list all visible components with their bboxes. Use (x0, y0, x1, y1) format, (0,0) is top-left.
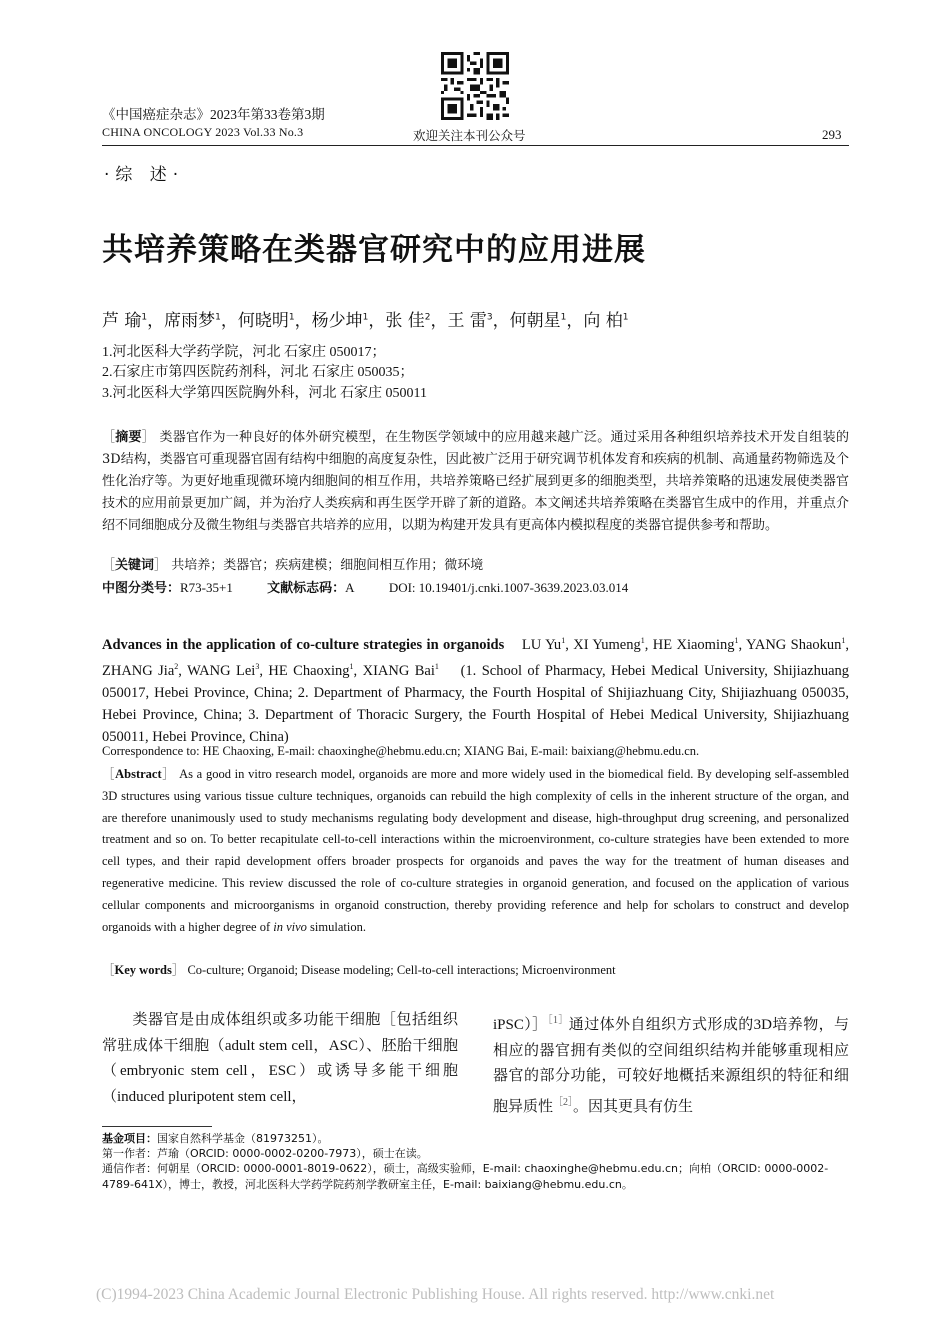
qr-code-icon (441, 52, 509, 120)
body-column-right: iPSC）］$^{[1]}$通过体外自组织方式形成的3D培养物，与相应的器官拥有类似的空间组织结构并能够重现相应器官的部分功能，可较好地概括来源组织的特征和细胞异质性$^{[2]}$。因其更具有仿生 (493, 1015, 850, 1115)
keywords-cn-label: 关键词 (115, 558, 155, 573)
footnote-divider (102, 1126, 212, 1127)
keywords-cn-text: 共培养；类器官；疾病建模；细胞间相互作用；微环境 (171, 558, 484, 573)
english-author: HE Xiaoming (652, 636, 735, 653)
classification-line: 中图分类号：R73-35+1 文献标志码：A DOI: 10.19401/j.cnki.1007-3639.2023.03.014 (102, 580, 629, 596)
abstract-cn: ［摘要］ 类器官作为一种良好的体外研究模型，在生物医学领域中的应用越来越广泛。通过采用各种组织培养技术开发自组装的3D结构，类器官可重现器官固有结构中细胞的高度复杂性，因此被广泛用于研究调节机体发育和疾病的机制、高通量药物筛选及个性化治疗等。为更好地重现微环境内细胞间的相互作用，共培养策略已经扩展到更多的细胞类型，共培养策略的迅速发展使类器官技术的应用前景更加广阔，并为治疗人类疾病和再生医学开辟了新的道路。本文阐述共培养策略在类器官生成中的作用，并重点介绍不同细胞成分及微生物组与类器官共培养的应用，以期为构建开发具有更高体内模拟程度的类器官提供参考和帮助。 (102, 430, 849, 533)
author: 向 柏$^1$ (583, 311, 629, 331)
article-title: 共培养策略在类器官研究中的应用进展 (102, 232, 646, 268)
section-label: ·综 述· (104, 165, 185, 185)
abstract-en: ［Abstract］ As a good in vitro research model, organoids are more and more widely used in the biomedical field. By developing self-assembled 3D structures using various tissue culture techniques, organoids can rebuild the high complexity of cells in the inherent structure of the organ, and are therefore unanimously used to study mechanisms regulating body development and disease, high-throughput drug screening, and personalized treatment and so on. To better recapitulate cell-to-cell interactions within the microenvironment, co-culture strategies have been extended to more cell types, and their rapid development offers broader prospects for organoids and paves the way for the treatment of human diseases and regenerative medicine. This review discussed the role of co-culture strategies in organoid generation, and focused on the application of various cellular components and microorganisms in organoid construction, thereby providing reference and help for scholars to construct and develop organoids with a higher degree of in vivo simulation. (102, 767, 849, 934)
author: 张 佳$^2$ (385, 311, 431, 331)
footnote-first-author: 第一作者：芦瑜（ORCID: 0000-0002-0200-7973），硕士在读。 (102, 1147, 428, 1160)
header-divider (102, 145, 849, 146)
author: 芦 瑜$^1$ (102, 311, 148, 331)
keywords-cn: ［关键词］ 共培养；类器官；疾病建模；细胞间相互作用；微环境 (102, 558, 484, 573)
journal-name-cn: 《中国癌症杂志》2023年第33卷第3期 (102, 107, 325, 122)
english-author: LU Yu (521, 636, 562, 653)
english-author: HE Chaoxing (268, 662, 350, 679)
body-paragraph: 类器官是由成体组织或多功能干细胞［包括组织常驻成体干细胞（adult stem cell，ASC）、胚胎干细胞（embryonic stem cell，ESC）或诱导多能干细胞（induced pluripotent stem cell， (102, 1012, 458, 1105)
author: 何朝星$^1$ (509, 311, 567, 331)
english-author: WANG Lei (187, 662, 256, 679)
page-number: 293 (822, 127, 842, 142)
affiliation: 3.河北医科大学第四医院胸外科，河北 石家庄 050011 (102, 386, 427, 401)
abstract-en-text: As a good in vitro research model, organoids are more and more widely used in the biomedical field. By developing self-assembled 3D structures using various tissue culture techniques, organoids can rebuild the high complexity of cells in the inherent structure of the organ, and are therefore unanimously used to study mechanisms regulating body development and disease, high-throughput drug screening, and personalized treatment and so on. To better recapitulate cell-to-cell interactions within the microenvironment, co-culture strategies have been extended to more cell types, and their rapid development offers broader prospects for organoids and paves the way for the treatment of human diseases and regenerative medicine. This review discussed the role of co-culture strategies in organoid generation, and focused on the application of various cellular components and microorganisms in organoid construction, thereby providing reference and help for scholars to construct and develop organoids with a higher degree of (102, 767, 849, 934)
keywords-en: ［Key words］ Co-culture; Organoid; Disease modeling; Cell-to-cell interactions; Microenvironment (102, 963, 616, 977)
keywords-en-label: Key words (114, 963, 172, 977)
english-author: XIANG Bai (362, 662, 435, 679)
affiliation: 2.石家庄市第四医院药剂科，河北 石家庄 050035； (102, 365, 414, 380)
qr-caption: 欢迎关注本刊公众号 (413, 128, 526, 143)
author: 何晓明$^1$ (237, 311, 295, 331)
keywords-en-text: Co-culture; Organoid; Disease modeling; Cell-to-cell interactions; Microenvironment (187, 963, 616, 977)
affiliation: 1.河北医科大学药学院，河北 石家庄 050017； (102, 345, 386, 360)
footnote-fund: 基金项目：国家自然科学基金（81973251）。 (102, 1132, 329, 1145)
english-author: XI Yumeng (573, 636, 641, 653)
author: 席雨梦$^1$ (164, 311, 221, 331)
correspondence: Correspondence to: HE Chaoxing, E-mail: chaoxinghe@hebmu.edu.cn; XIANG Bai, E-mail: baixiang@hebmu.edu.cn. (102, 744, 700, 758)
footnote-correspondent: 通信作者：何朝星（ORCID: 0000-0001-8019-0622），硕士，高级实验师，E-mail: chaoxinghe@hebmu.edu.cn；向柏（ORCID: 0000-0002-4789-641X），博士，教授，河北医科大学药学院药剂学教研室主任，E-mail: baixiang@hebmu.edu.cn。 (102, 1162, 829, 1191)
english-title-block: Advances in the application of co-culture strategies in organoids LU Yu$^1$, XI Yumeng$^1$, HE Xiaoming$^1$, YANG Shaokun$^1$, ZHANG Jia$^2$, WANG Lei$^3$, HE Chaoxing$^1$, XIANG Bai$^1$ (1. School of Pharmacy, Hebei Medical University, Shijiazhuang 050017, Hebei Province, China; 2. Department of Pharmacy, the Fourth Hospital of Shijiazhuang City, Shijiazhuang 050035, Hebei Province, China; 3. Department of Thoracic Surgery, the Fourth Hospital of Hebei Medical University, Shijiazhuang 050011, Hebei Province, China) (102, 636, 850, 745)
citation[interactable]: ［2］ (553, 1096, 574, 1108)
author: 杨少坤$^1$ (311, 311, 369, 331)
copyright-notice: (C)1994-2023 China Academic Journal Electronic Publishing House. All rights reserved. http://www.cnki.net (96, 1286, 775, 1303)
journal-name-en: CHINA ONCOLOGY 2023 Vol.33 No.3 (102, 125, 304, 139)
english-title: Advances in the application of co-culture strategies in organoids (102, 636, 505, 653)
author-list: 芦 瑜$^1$，席雨梦$^1$，何晓明$^1$，杨少坤$^1$，张 佳$^2$，王 雷$^3$，何朝星$^1$，向 柏$^1$ (102, 311, 629, 331)
author: 王 雷$^3$ (447, 311, 493, 331)
abstract-cn-label: 摘要 (115, 430, 142, 445)
body-column-left (102, 1008, 458, 1110)
citation[interactable]: ［1］ (547, 1015, 569, 1026)
abstract-en-label: Abstract (115, 767, 162, 781)
english-author: YANG Shaokun (745, 636, 842, 653)
english-author: ZHANG Jia (102, 662, 175, 679)
doi: DOI: 10.19401/j.cnki.1007-3639.2023.03.014 (388, 580, 629, 595)
english-affiliations: (1. School of Pharmacy, Hebei Medical University, Shijiazhuang 050017, Hebei Province, China; 2. Department of Pharmacy, the Fourth Hospital of Shijiazhuang City, Shijiazhuang 050035, Hebei Province, China; 3. Department of Thoracic Surgery, the Fourth Hospital of Hebei Medical University, Shijiazhuang 050011, Hebei Province, China) (102, 662, 850, 745)
abstract-cn-text: 类器官作为一种良好的体外研究模型，在生物医学领域中的应用越来越广泛。通过采用各种组织培养技术开发自组装的3D结构，类器官可重现器官固有结构中细胞的高度复杂性，因此被广泛用于研究调节机体发育和疾病的机制、高通量药物筛选及个性化治疗等。为更好地重现微环境内细胞间的相互作用，共培养策略已经扩展到更多的细胞类型，共培养策略的迅速发展使类器官技术的应用前景更加广阔，并为治疗人类疾病和再生医学开辟了新的道路。本文阐述共培养策略在类器官生成中的作用，并重点介绍不同细胞成分及微生物组与类器官共培养的应用，以期为构建开发具有更高体内模拟程度的类器官提供参考和帮助。 (102, 430, 849, 533)
